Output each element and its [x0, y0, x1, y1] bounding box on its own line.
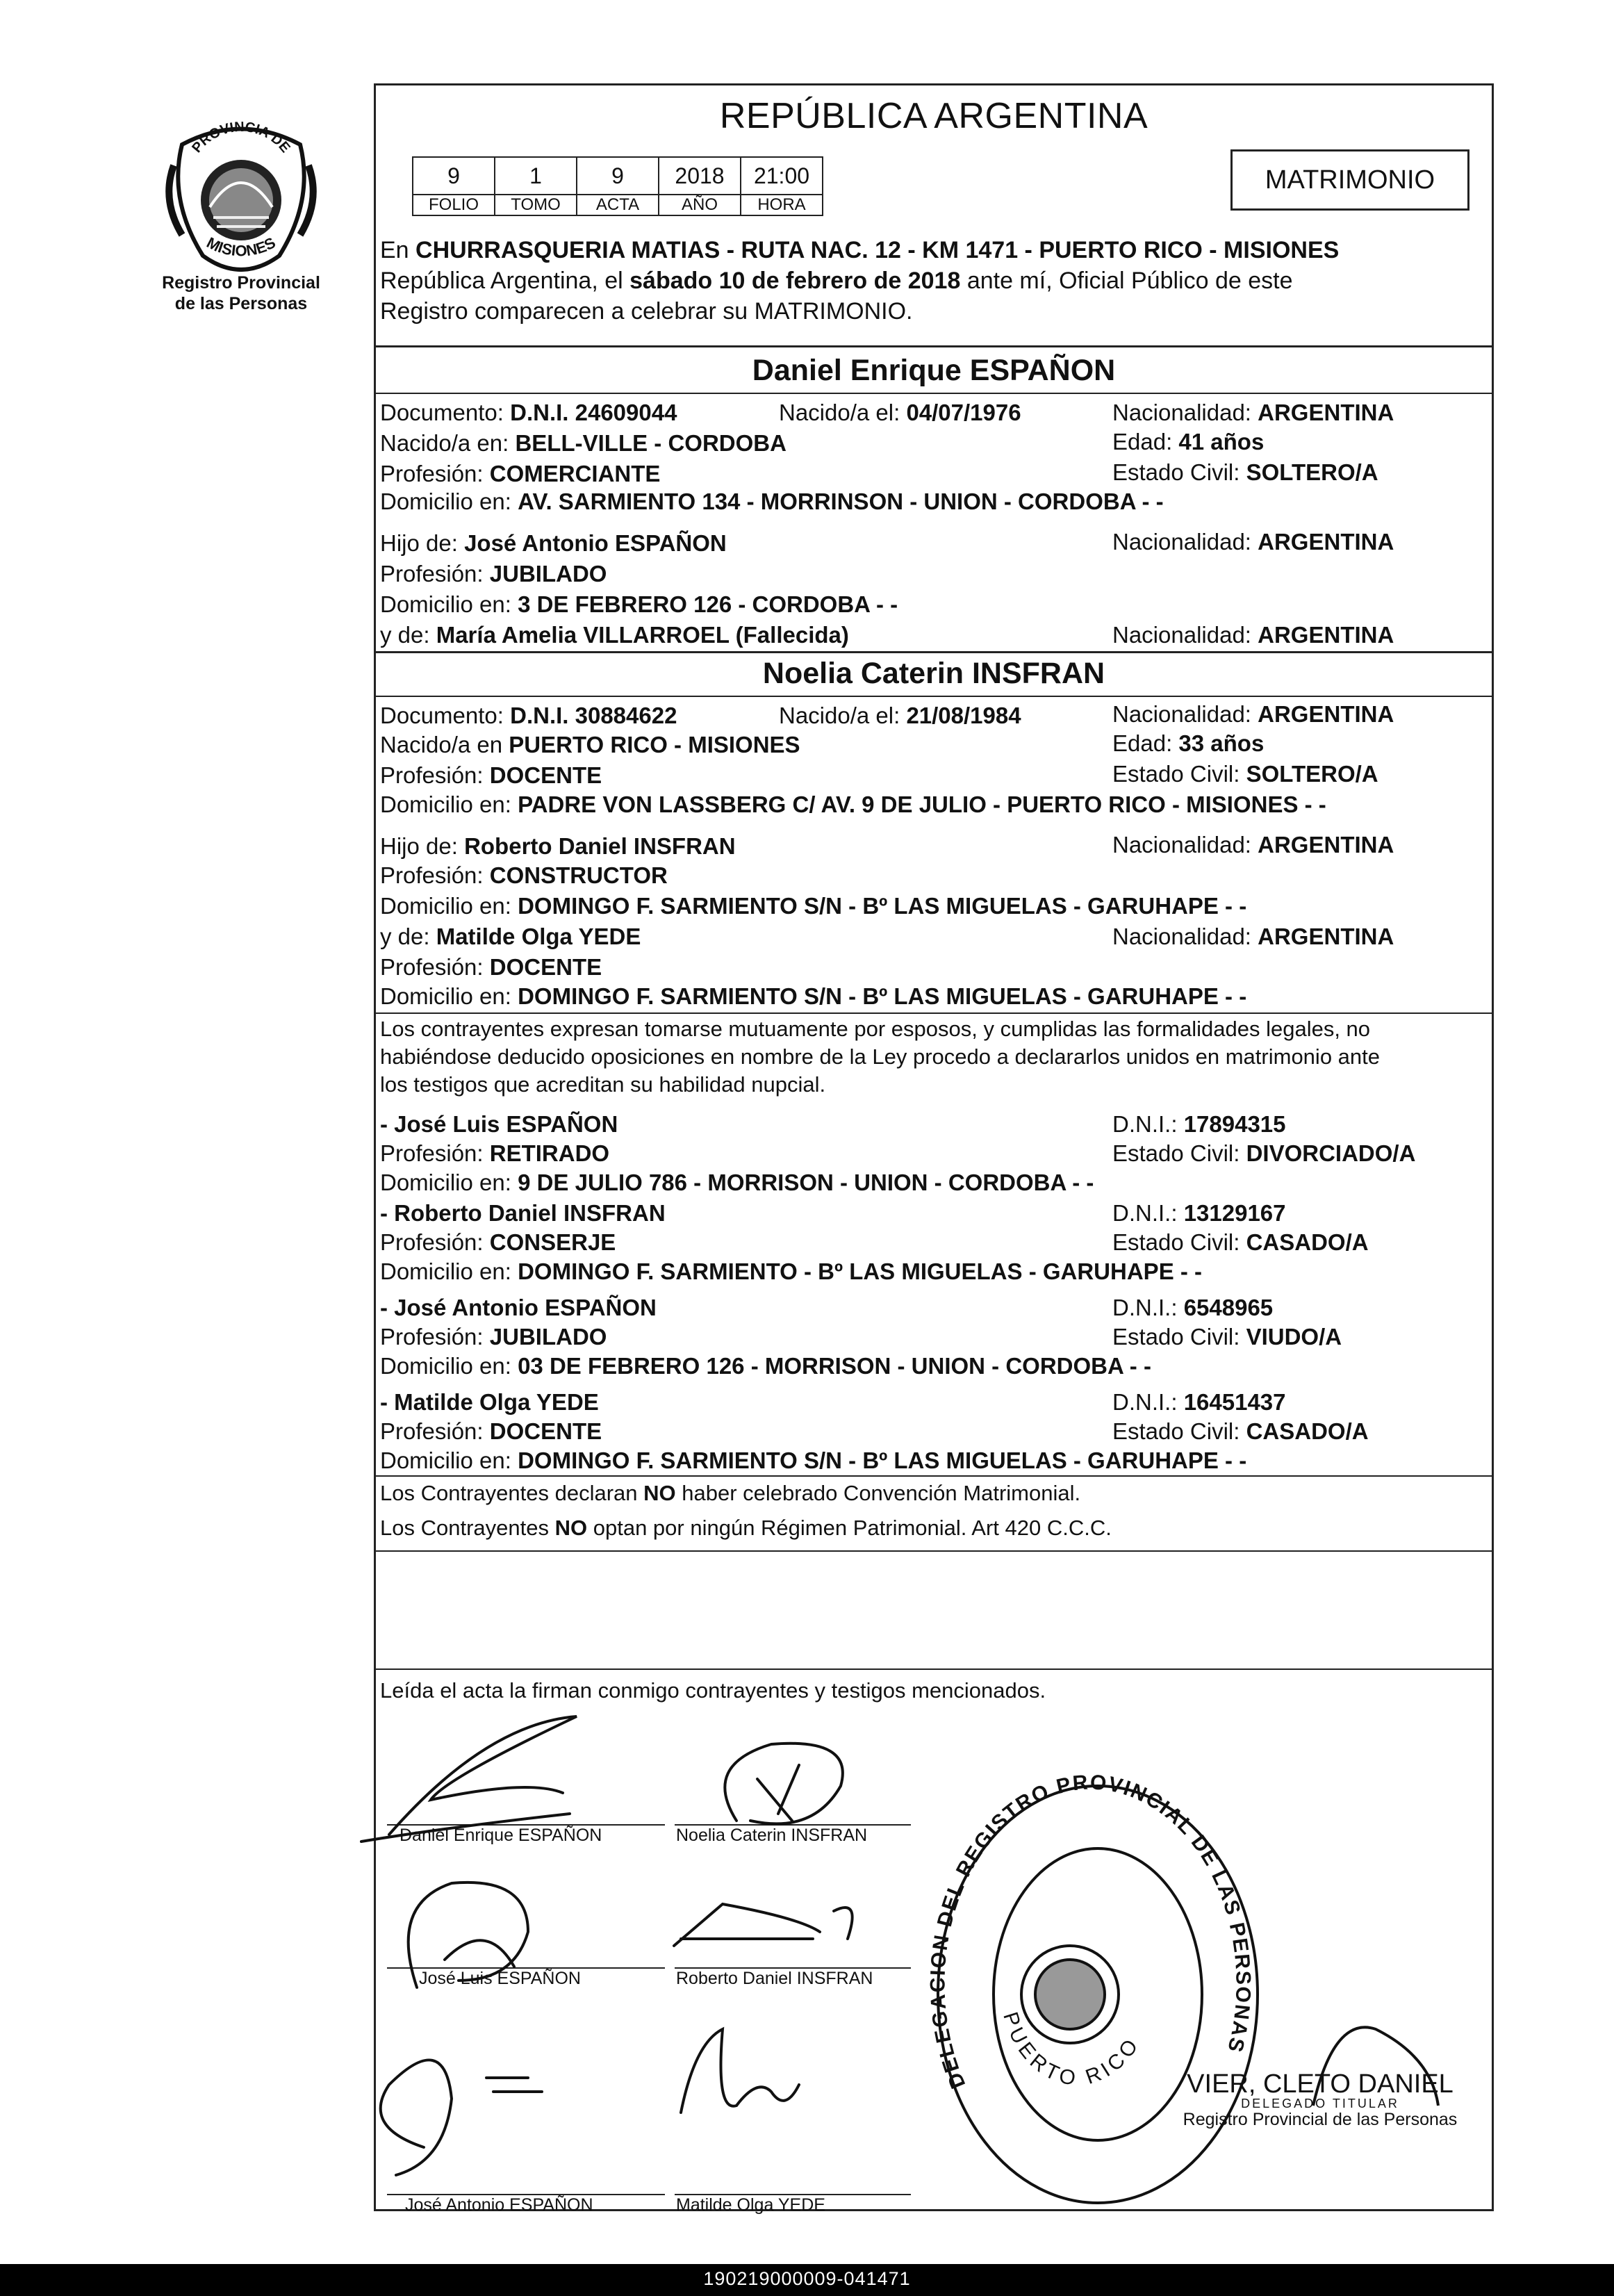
note-regime: Los Contrayentes NO optan por ningún Régimen Patrimonial. Art 420 C.C.C. — [380, 1516, 1112, 1540]
spouse2-mother-nationality: Nacionalidad: ARGENTINA — [1112, 924, 1394, 949]
witness2-name: - Roberto Daniel INSFRAN — [380, 1200, 666, 1226]
spouse1-father-address: Domicilio en: 3 DE FEBRERO 126 - CORDOBA - - — [380, 591, 898, 617]
spouse2-address: Domicilio en: PADRE VON LASSBERG C/ AV. 9 DE JULIO - PUERTO RICO - MISIONES - - — [380, 792, 1326, 817]
folio-value: 9 — [413, 157, 495, 195]
signature-label-witness2: Roberto Daniel INSFRAN — [676, 1969, 873, 1988]
official-office: Registro Provincial de las Personas — [1183, 2110, 1458, 2129]
spouse2-age: Edad: 33 años — [1112, 730, 1265, 756]
witness4-address: Domicilio en: DOMINGO F. SARMIENTO S/N - Bº LAS MIGUELAS - GARUHAPE - - — [380, 1448, 1247, 1473]
spouse1-father: Hijo de: José Antonio ESPAÑON — [380, 530, 727, 556]
emblem-caption — [147, 272, 335, 314]
acta-caption: ACTA — [577, 195, 659, 215]
witness3-address: Domicilio en: 03 DE FEBRERO 126 - MORRISON - UNION - CORDOBA - - — [380, 1353, 1151, 1379]
ceremony-place: CHURRASQUERIA MATIAS - RUTA NAC. 12 - KM 1471 - PUERTO RICO - MISIONES — [415, 237, 1340, 263]
document-code: 190219000009-041471 — [703, 2268, 911, 2289]
spouse1-profession: Profesión: COMERCIANTE — [380, 461, 661, 486]
spouse1-nationality: Nacionalidad: ARGENTINA — [1112, 400, 1394, 425]
witness4-name: - Matilde Olga YEDE — [380, 1389, 599, 1415]
spouse2-mother-profession: Profesión: DOCENTE — [380, 954, 602, 980]
province-emblem — [161, 117, 321, 277]
spouse1-father-nationality: Nacionalidad: ARGENTINA — [1112, 529, 1394, 555]
registry-reference-table — [412, 156, 823, 216]
svg-text:PROVINCIA DE: PROVINCIA DE — [189, 119, 293, 156]
witness1-civil-status: Estado Civil: DIVORCIADO/A — [1112, 1140, 1416, 1166]
document-title: REPÚBLICA ARGENTINA — [719, 96, 1148, 136]
spouse2-birthplace: Nacido/a en PUERTO RICO - MISIONES — [380, 732, 800, 757]
witness4-profession: Profesión: DOCENTE — [380, 1418, 602, 1444]
marriage-certificate-form — [374, 83, 1494, 2215]
witness3-civil-status: Estado Civil: VIUDO/A — [1112, 1324, 1342, 1350]
spouse2-father-profession: Profesión: CONSTRUCTOR — [380, 862, 668, 888]
folio-caption: FOLIO — [413, 195, 495, 215]
signature-label-witness1: José Luis ESPAÑON — [419, 1969, 581, 1988]
witness3-profession: Profesión: JUBILADO — [380, 1324, 607, 1350]
witness4-civil-status: Estado Civil: CASADO/A — [1112, 1418, 1369, 1444]
spouse1-address: Domicilio en: AV. SARMIENTO 134 - MORRINSON - UNION - CORDOBA - - — [380, 489, 1164, 514]
spouse2-father: Hijo de: Roberto Daniel INSFRAN — [380, 833, 736, 859]
spouse2-document: Documento: D.N.I. 30884622 — [380, 703, 677, 728]
official-role: DELEGADO TITULAR — [1241, 2097, 1399, 2110]
spouse2-nationality: Nacionalidad: ARGENTINA — [1112, 701, 1394, 727]
note-convention: Los Contrayentes declaran NO haber celebrado Convención Matrimonial. — [380, 1481, 1081, 1505]
spouse2-name: Noelia Caterin INSFRAN — [762, 657, 1105, 690]
declaration-line-1: Los contrayentes expresan tomarse mutuamente por esposos, y cumplidas las formalidades legales, no — [380, 1017, 1371, 1041]
hour-caption: HORA — [741, 195, 823, 215]
intro-line-2: República Argentina, el sábado 10 de febrero de 2018 ante mí, Oficial Público de este — [380, 268, 1293, 294]
spouse2-mother: y de: Matilde Olga YEDE — [380, 924, 641, 949]
witness2-civil-status: Estado Civil: CASADO/A — [1112, 1229, 1369, 1255]
spouse1-father-profession: Profesión: JUBILADO — [380, 561, 607, 587]
spouse1-name: Daniel Enrique ESPAÑON — [752, 354, 1116, 387]
tomo-caption: TOMO — [495, 195, 577, 215]
witness2-dni: D.N.I.: 13129167 — [1112, 1200, 1286, 1226]
emblem-caption-line1: Registro Provincial — [162, 273, 320, 293]
acta-value: 9 — [577, 157, 659, 195]
spouse2-birthdate: Nacido/a el: 21/08/1984 — [779, 703, 1021, 728]
witness3-dni: D.N.I.: 6548965 — [1112, 1295, 1274, 1320]
witness1-address: Domicilio en: 9 DE JULIO 786 - MORRISON - UNION - CORDOBA - - — [380, 1170, 1094, 1195]
tomo-value: 1 — [495, 157, 577, 195]
spouse2-profession: Profesión: DOCENTE — [380, 762, 602, 788]
svg-text:MISIONES: MISIONES — [204, 233, 279, 260]
witness2-profession: Profesión: CONSERJE — [380, 1229, 616, 1255]
seal-inner-text: PUERTO RICO — [998, 2009, 1145, 2091]
witness1-name: - José Luis ESPAÑON — [380, 1111, 618, 1137]
spouse1-birthdate: Nacido/a el: 04/07/1976 — [779, 400, 1021, 425]
ceremony-date: sábado 10 de febrero de 2018 — [629, 268, 961, 294]
signature-label-witness4: Matilde Olga YEDE — [676, 2195, 825, 2215]
spouse2-mother-address: Domicilio en: DOMINGO F. SARMIENTO S/N - Bº LAS MIGUELAS - GARUHAPE - - — [380, 983, 1247, 1009]
signature-label-spouse1: Daniel Enrique ESPAÑON — [400, 1826, 602, 1845]
year-value: 2018 — [659, 157, 741, 195]
emblem-caption-line2: de las Personas — [174, 294, 308, 313]
spouse2-father-nationality: Nacionalidad: ARGENTINA — [1112, 832, 1394, 858]
signature-label-spouse2: Noelia Caterin INSFRAN — [676, 1826, 868, 1845]
signature-label-witness3: José Antonio ESPAÑON — [405, 2195, 593, 2215]
official-name: VIER, CLETO DANIEL — [1187, 2069, 1454, 2099]
footer-bar — [0, 2264, 1614, 2296]
witness4-dni: D.N.I.: 16451437 — [1112, 1389, 1286, 1415]
spouse1-civil-status: Estado Civil: SOLTERO/A — [1112, 459, 1378, 485]
seal-ring-text: DELEGACION DEL REGISTRO PROVINCIAL DE LAS PERSONAS — [926, 1771, 1255, 2092]
spouse1-age: Edad: 41 años — [1112, 429, 1265, 454]
witness3-name: - José Antonio ESPAÑON — [380, 1295, 657, 1320]
spouse1-mother-nationality: Nacionalidad: ARGENTINA — [1112, 622, 1394, 648]
hour-value: 21:00 — [741, 157, 823, 195]
intro-line-1: En CHURRASQUERIA MATIAS - RUTA NAC. 12 - KM 1471 - PUERTO RICO - MISIONES — [380, 237, 1340, 263]
year-caption: AÑO — [659, 195, 741, 215]
intro-line-3: Registro comparecen a celebrar su MATRIMONIO. — [380, 298, 913, 325]
declaration-line-2: habiéndose deducido oposiciones en nombre de la Ley procedo a declararlos unidos en matrimonio ante — [380, 1044, 1381, 1069]
witness1-dni: D.N.I.: 17894315 — [1112, 1111, 1286, 1137]
official-signature-block — [1174, 2069, 1466, 2130]
declaration-line-3: los testigos que acreditan su habilidad nupcial. — [380, 1072, 826, 1097]
spouse1-birthplace: Nacido/a en: BELL-VILLE - CORDOBA — [380, 430, 787, 456]
spouse1-document: Documento: D.N.I. 24609044 — [380, 400, 677, 425]
act-type-box: MATRIMONIO — [1230, 149, 1469, 211]
spouse2-father-address: Domicilio en: DOMINGO F. SARMIENTO S/N - Bº LAS MIGUELAS - GARUHAPE - - — [380, 893, 1247, 919]
spouse1-mother: y de: María Amelia VILLARROEL (Fallecida) — [380, 622, 849, 648]
spouse2-civil-status: Estado Civil: SOLTERO/A — [1112, 761, 1378, 787]
witness2-address: Domicilio en: DOMINGO F. SARMIENTO - Bº LAS MIGUELAS - GARUHAPE - - — [380, 1258, 1203, 1284]
witness1-profession: Profesión: RETIRADO — [380, 1140, 610, 1166]
closing-statement: Leída el acta la firman conmigo contrayentes y testigos mencionados. — [380, 1678, 1046, 1703]
